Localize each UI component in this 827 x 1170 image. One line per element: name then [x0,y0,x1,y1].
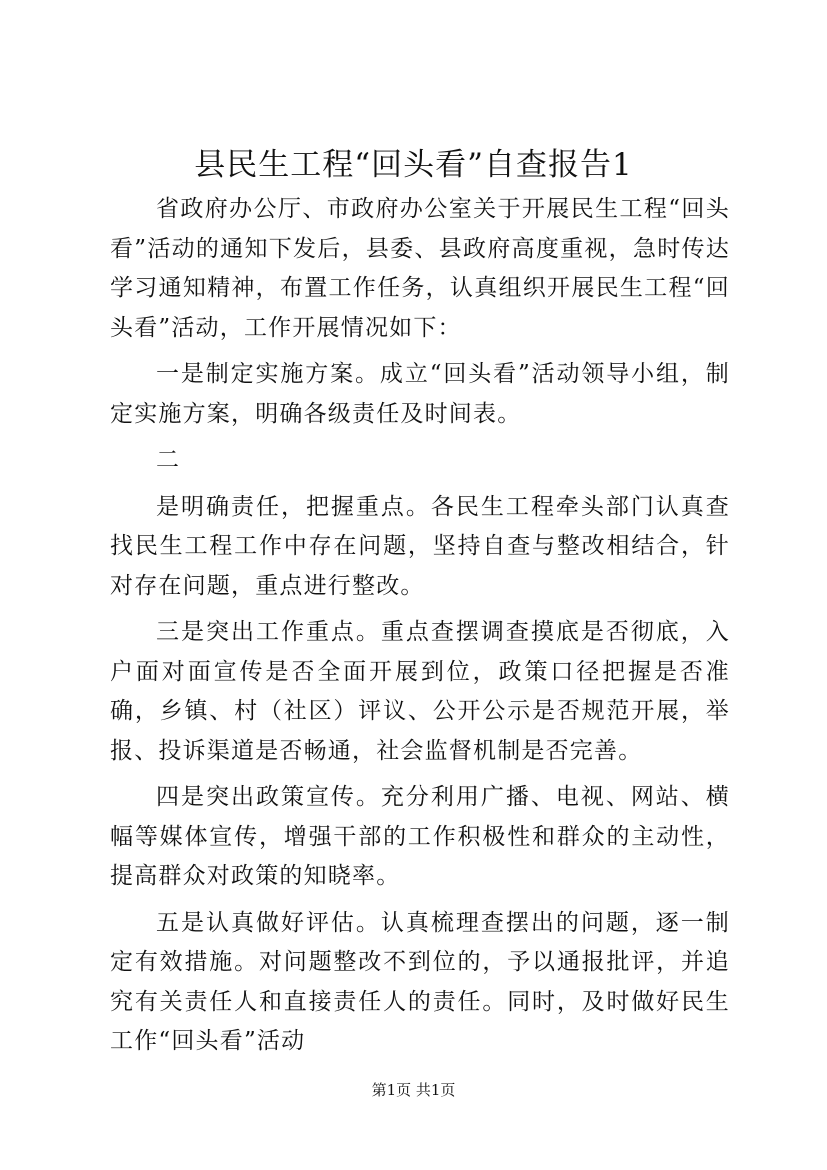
paragraph-intro: 省政府办公厅、市政府办公室关于开展民生工程“回头看”活动的通知下发后，县委、县政府高度重视，急时传达学习通知精神，布置工作任务，认真组织开展民生工程“回头看”活动，工作开展情况如下： [110,196,730,341]
page-number-footer: 第1页 共1页 [371,1081,456,1099]
paragraph-point-2: 是明确责任，把握重点。各民生工程牵头部门认真查找民生工程工作中存在问题，坚持自查与整改相结合，针对存在问题，重点进行整改。 [110,493,730,599]
paragraph-spacer [110,348,730,355]
paragraph-point-1: 一是制定实施方案。成立“回头看”活动领导小组，制定实施方案，明确各级责任及时间表。 [110,361,730,427]
paragraph-spacer [110,606,730,613]
paragraph-spacer [110,434,730,441]
document-title: 县民生工程“回头看”自查报告1 [194,147,633,183]
paragraph-point-2-fragment: 二 [156,447,181,473]
paragraph-spacer [110,481,730,488]
paragraph-spacer [110,897,730,904]
paragraph-point-4: 四是突出政策宣传。充分利用广播、电视、网站、横幅等媒体宣传，增强干部的工作积极性和群众的主动性，提高群众对政策的知晓率。 [110,784,730,889]
paragraph-spacer [110,771,730,778]
paragraph-point-5: 五是认真做好评估。认真梳理查摆出的问题，逐一制定有效措施。对问题整改不到位的，予以通报批评，并追究有关责任人和直接责任人的责任。同时，及时做好民生工作“回头看”活动 [110,909,730,1054]
paragraph-point-3: 三是突出工作重点。重点查摆调查摸底是否彻底，入户面对面宣传是否全面开展到位，政策口径把握是否准确，乡镇、村（社区）评议、公开公示是否规范开展，举报、投诉渠道是否畅通，社会监督机制是否完善。 [110,619,730,764]
document-body [110,190,730,1062]
